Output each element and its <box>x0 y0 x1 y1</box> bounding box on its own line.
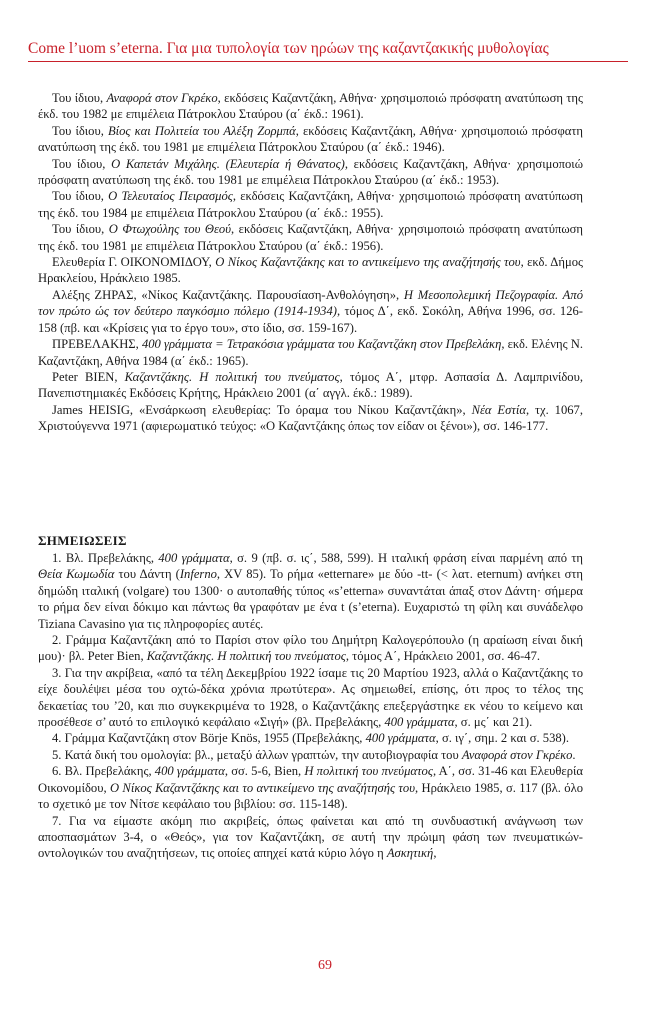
bibliography-entry <box>38 188 583 221</box>
text-run: Του ίδιου, <box>52 189 109 204</box>
text-run: , σ. μς΄ και 21). <box>454 715 533 730</box>
italic-title-text: Ο Νίκος Καζαντζάκης και το αντικείμενο της αναζήτησής του <box>215 255 521 270</box>
bibliography-entry <box>38 402 583 435</box>
text-run: , σ. ιγ΄, σημ. 2 και σ. 538). <box>435 731 570 746</box>
text-run: . <box>572 747 576 762</box>
text-run: , εκδόσεις Καζαντζάκη, Αθήνα· χρησιμοποιώ πρόσφατη ανατύπωση της έκδ. του 1981 με επιμέλεια Πάτροκλου Σταύρου (α΄ έκδ.: 1953). <box>38 156 583 188</box>
italic-title-text: Αναφορά στον Γκρέκο <box>461 747 573 762</box>
italic-title-text: Καζαντζάκης. Η πολιτική του πνεύματος <box>124 369 340 384</box>
text-run: , τχ. 1067, Χριστούγεννα 1971 (αφιερωματικό τεύχος: «Ο Καζαντζάκης όπως τον είδαν οι ξένοι»), σσ. 146-177. <box>38 402 583 434</box>
header-divider <box>28 61 628 62</box>
footnote <box>38 763 583 812</box>
bibliography-entry <box>38 123 583 156</box>
footnote <box>38 665 583 731</box>
footnote <box>38 632 583 665</box>
bibliography-entry <box>38 369 583 402</box>
notes-section <box>38 550 583 862</box>
text-run: 6. Βλ. Πρεβελάκης, <box>52 764 155 779</box>
text-run: του Δάντη ( <box>114 567 180 582</box>
text-run: , Ηράκλειο 1985, σ. 117 (βλ. όλο το σχετικό με τον Νίτσε κεφάλαιο του βιβλίου: σσ. 115-148). <box>38 780 583 812</box>
italic-title-text: Ο Τελευταίος Πειρασμός <box>108 189 233 204</box>
italic-title-text: 400 γράμματα <box>384 715 455 730</box>
text-run: , XV 85). Το ρήμα «etternare» με δύο -tt- (< λατ. eternum) ανήκει στη δημώδη ιταλική (volgare) του 1300· ο αυτοπαθής τύπος «s’etterna» συναντάται άπαξ στον Δάντη· σήμερα το ρήμα δεν είναι δόκιμο και πάντως θα γραφόταν με ένα t (s’eterna). Ευχαριστώ τη φίλη και συνάδελφο Tiziana Cavasino για τις πληροφορίες αυτές. <box>38 567 584 631</box>
text-run: , εκδ. Ελένης Ν. Καζαντζάκη, Αθήνα 1984 (α΄ έκδ.: 1965). <box>38 337 583 368</box>
text-run: , εκδόσεις Καζαντζάκη, Αθήνα· χρησιμοποιώ πρόσφατη ανατύπωση της έκδ. του 1982 με επιμέλεια Πάτροκλου Σταύρου (α΄ έκδ.: 1961). <box>38 91 583 122</box>
text-run: Του ίδιου, <box>52 91 107 105</box>
footnote <box>38 813 583 862</box>
text-run: 7. Για να είμαστε ακόμη πιο ακριβείς, όπως φαίνεται και από τη συνδυαστική ανάγνωση των αποσπασμάτων 3-4, ο «Θεός», για τον Καζαντζάκη, σε αυτή την πρώιμη φάση των πνευματικών-οντολογικών του αναζητήσεων, τις οποίες απηχεί κατά κύριο λόγο η <box>38 813 583 861</box>
italic-title-text: 400 γράμματα <box>154 764 225 779</box>
bibliography-entry <box>38 336 583 369</box>
italic-title-text: Ο Νίκος Καζαντζάκης και το αντικείμενο της αναζήτησής του <box>109 780 416 795</box>
italic-title-text: Αναφορά στον Γκρέκο <box>106 91 218 105</box>
text-run: Του ίδιου, <box>52 222 109 237</box>
text-run: James HEISIG, «Ενσάρκωση ελευθερίας: Το όραμα του Νίκου Καζαντζάκη», <box>52 402 472 417</box>
text-run: 3. Για την ακρίβεια, «από τα τέλη Δεκεμβρίου 1922 ίσαμε τις 20 Μαρτίου 1923, αλλά ο Καζαντζάκης το είχε δουλέψει μέσα του οχτώ-δέκα χρόνια πρωτύτερα». Ας σημειωθεί, επίσης, ότι προς το τέλος της δεκαετίας του ’20, και πιο συγκεκριμένα το 1928, ο Καζαντζάκης επεξεργάστηκε εκ νέου το κείμενο και προσέθεσε σ’ αυτό το επιλογικό κεφάλαιο «Σιγή» (βλ. Πρεβελάκης, <box>38 665 583 730</box>
text-run: , σ. 9 (πβ. σ. ις΄, 588, 599). Η ιταλική φράση είναι παρμένη από τη <box>229 551 584 565</box>
text-run: 1. Βλ. Πρεβελάκης, <box>52 551 159 565</box>
text-run: , εκδόσεις Καζαντζάκη, Αθήνα· χρησιμοποιώ πρόσφατη ανατύπωση της έκδ. του 1981 με επιμέλεια Πάτροκλου Σταύρου (α΄ έκδ.: 1956). <box>38 222 583 253</box>
text-run: Ελευθερία Γ. ΟΙΚΟΝΟΜΙΔΟΥ, <box>52 255 216 270</box>
italic-title-text: Inferno <box>179 567 217 582</box>
running-head: Come l’uom s’eterna. Για μια τυπολογία των ηρώων της καζαντζακικής μυθολογίας <box>28 40 549 57</box>
bibliography-entry <box>38 287 583 336</box>
text-run: , τόμος Δ΄, εκδ. Σοκόλη, Αθήνα 1996, σσ. 126-158 (πβ. και «Κρίσεις για το έργο του», στο ίδιο, σσ. 159-167). <box>38 304 583 335</box>
italic-title-text: 400 γράμματα <box>158 551 230 565</box>
bibliography-entry <box>38 221 583 254</box>
footnote <box>38 730 583 746</box>
italic-title-text: Βίος και Πολιτεία του Αλέξη Ζορμπά <box>107 123 296 138</box>
italic-title-text: Θεία Κωμωδία <box>38 567 115 582</box>
italic-title-text: Ο Καπετάν Μιχάλης. (Ελευτερία ή Θάνατος) <box>111 156 345 171</box>
italic-title-text: Η πολιτική του πνεύματος <box>304 764 433 779</box>
text-run: , εκδόσεις Καζαντζάκη, Αθήνα· χρησιμοποιώ πρόσφατη ανατύπωση της έκδ. του 1981 με επιμέλεια Πάτροκλου Σταύρου (α΄ έκδ.: 1946). <box>38 123 583 155</box>
footnote <box>38 550 583 632</box>
italic-title-text: Καζαντζάκης. Η πολιτική του πνεύματος <box>146 649 346 664</box>
notes-heading: ΣΗΜΕΙΩΣΕΙΣ <box>38 533 127 548</box>
text-run: Αλέξης ΖΗΡΑΣ, «Νίκος Καζαντζάκης. Παρουσίαση-Ανθολόγηση», <box>52 287 404 302</box>
bibliography-entry <box>38 156 583 189</box>
text-run: Του ίδιου, <box>52 123 108 138</box>
bibliography-entry <box>38 254 583 287</box>
text-run: , εκδόσεις Καζαντζάκη, Αθήνα· χρησιμοποιώ πρόσφατη ανατύπωση της έκδ. του 1984 με επιμέλεια Πάτροκλου Σταύρου (α΄ έκδ.: 1955). <box>38 189 583 220</box>
text-run: ΠΡΕΒΕΛΑΚΗΣ, <box>52 337 142 352</box>
text-run: 2. Γράμμα Καζαντζάκη από το Παρίσι στον φίλο του Δημήτρη Καλογερόπουλο (η αραίωση είναι δική μου)· βλ. Peter Bien, <box>38 633 583 664</box>
text-run: Peter BIEN, <box>52 369 125 384</box>
text-run: , <box>433 846 437 861</box>
italic-title-text: 400 γράμματα <box>365 731 436 746</box>
text-run: , Α΄, σσ. 31-46 και Ελευθερία Οικονομίδου, <box>38 764 583 795</box>
italic-title-text: Η Μεσοπολεμική Πεζογραφία. Από τον πρώτο ώς τον δεύτερο παγκόσμιο πόλεμο (1914-1934) <box>38 287 583 319</box>
footnote <box>38 747 583 763</box>
text-run: , τόμος Α΄, μτφρ. Ασπασία Δ. Λαμπρινίδου, Πανεπιστημιακές Εκδόσεις Κρήτης, Ηράκλειο 2001 (α΄ αγγλ. έκδ.: 1989). <box>38 369 583 401</box>
italic-title-text: 400 γράμματα = Τετρακόσια γράμματα του Καζαντζάκη στον Πρεβελάκη <box>141 337 502 352</box>
text-run: Του ίδιου, <box>52 156 112 171</box>
text-run: 4. Γράμμα Καζαντζάκη στον Börje Knös, 1955 (Πρεβελάκης, <box>52 731 366 746</box>
text-run: 5. Κατά δική του ομολογία: βλ., μεταξύ άλλων γραπτών, την αυτοβιογραφία του <box>52 747 462 762</box>
text-run: , τόμος Α΄, Ηράκλειο 2001, σσ. 46-47. <box>345 649 541 664</box>
page-number: 69 <box>318 958 332 973</box>
italic-title-text: Νέα Εστία <box>471 402 526 417</box>
italic-title-text: Ασκητική <box>386 846 434 861</box>
bibliography-section <box>38 90 583 435</box>
italic-title-text: Ο Φτωχούλης του Θεού <box>108 222 231 237</box>
text-run: , σσ. 5-6, Bien, <box>224 764 305 779</box>
text-run: , εκδ. Δήμος Ηρακλείου, Ηράκλειο 1985. <box>38 255 583 286</box>
bibliography-entry <box>38 90 583 123</box>
